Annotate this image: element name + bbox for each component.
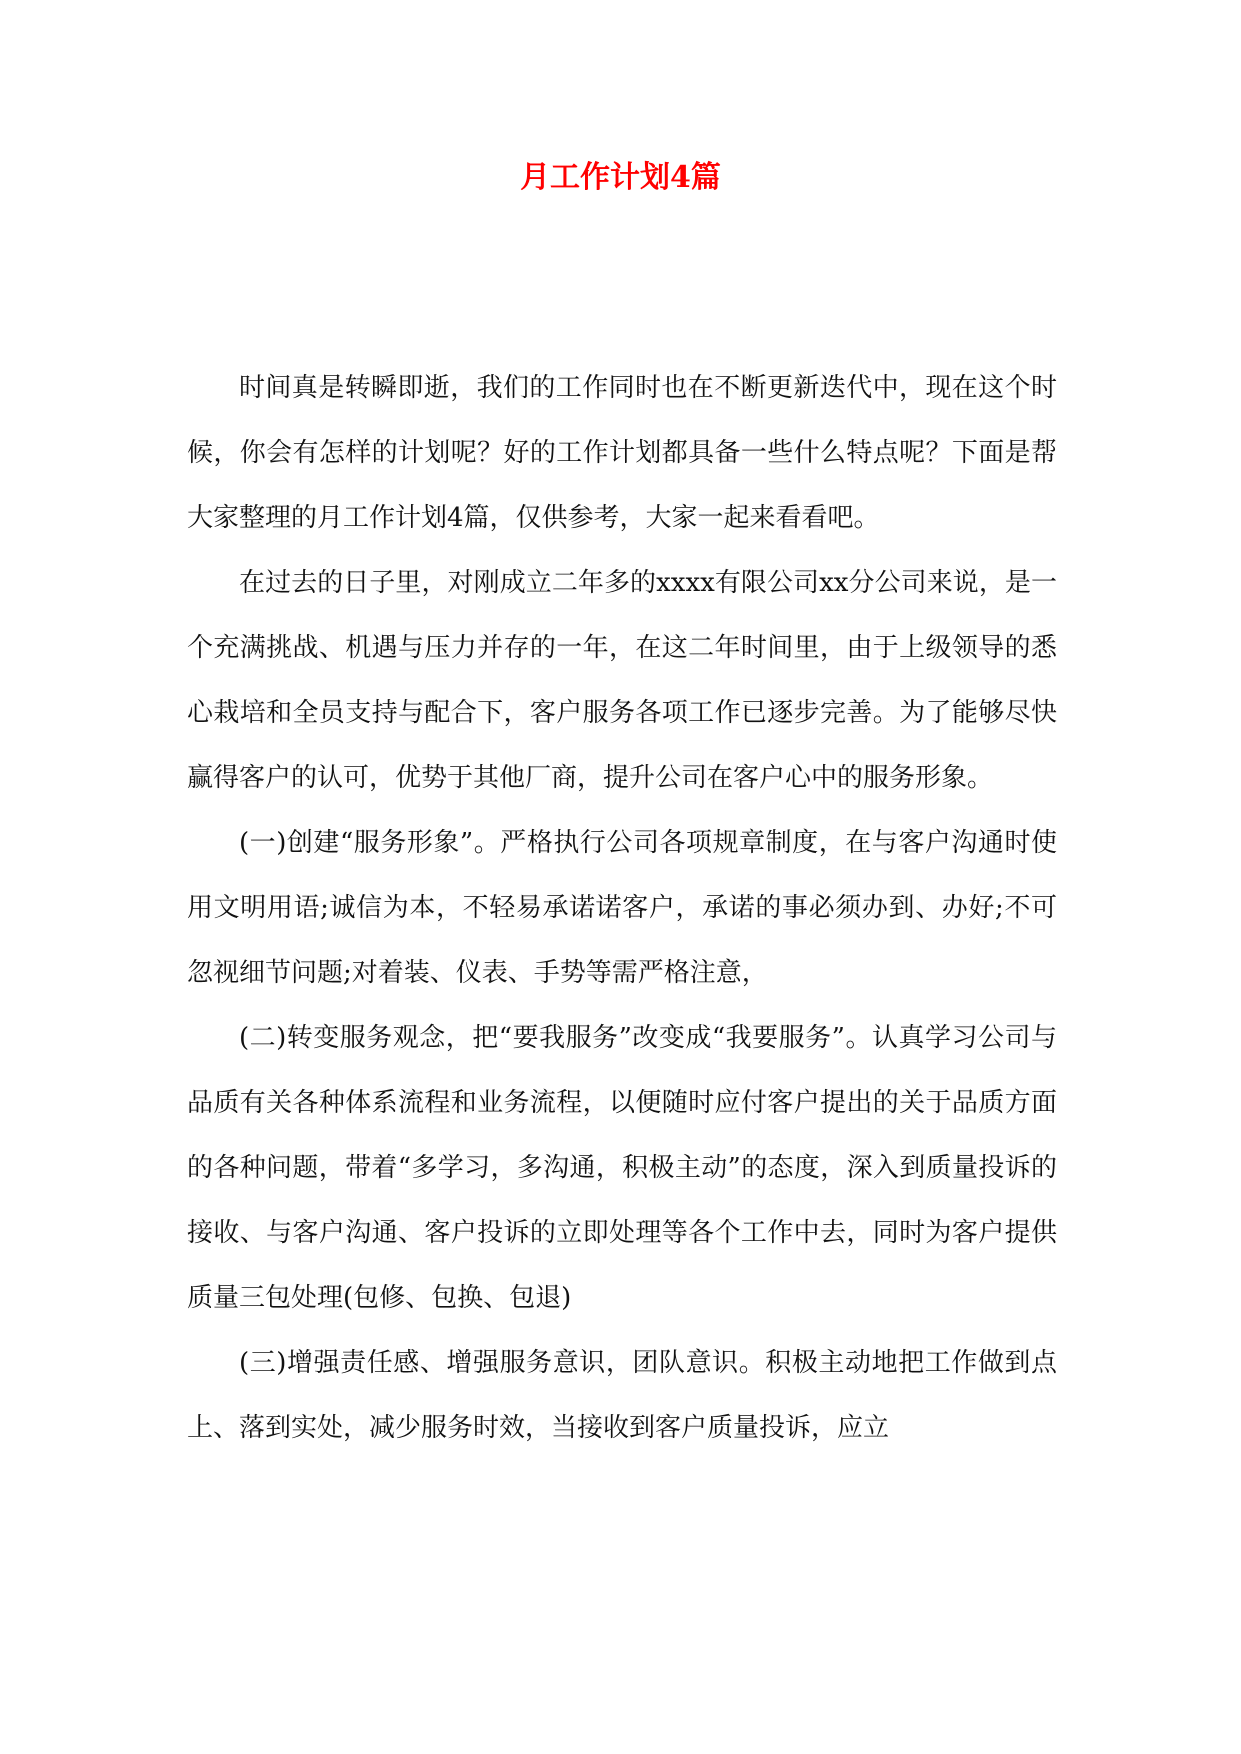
paragraph-background: 在过去的日子里，对刚成立二年多的xxxx有限公司xx分公司来说，是一个充满挑战、机遇与压力并存的一年，在这二年时间里，由于上级领导的悉心栽培和全员支持与配合下，客户服务各项工作已逐步完善。为了能够尽快赢得客户的认可，优势于其他厂商，提升公司在客户心中的服务形象。 [187,568,1057,793]
paragraph-item-3: (三)增强责任感、增强服务意识，团队意识。积极主动地把工作做到点上、落到实处，减少服务时效，当接收到客户质量投诉，应立 [187,1348,1057,1443]
paragraph-item-2: (二)转变服务观念，把“要我服务”改变成“我要服务”。认真学习公司与品质有关各种体系流程和业务流程，以便随时应付客户提出的关于品质方面的各种问题，带着“多学习，多沟通，积极主动”的态度，深入到质量投诉的接收、与客户沟通、客户投诉的立即处理等各个工作中去，同时为客户提供质量三包处理(包修、包换、包退) [187,1023,1057,1313]
document-title: 月工作计划4篇 [520,160,721,195]
document-body [187,356,1057,1461]
paragraph-item-1: (一)创建“服务形象”。严格执行公司各项规章制度，在与客户沟通时使用文明用语;诚信为本，不轻易承诺诺客户，承诺的事必须办到、办好;不可忽视细节问题;对着装、仪表、手势等需严格注意， [187,828,1057,988]
paragraph-intro: 时间真是转瞬即逝，我们的工作同时也在不断更新迭代中，现在这个时候，你会有怎样的计划呢？好的工作计划都具备一些什么特点呢？下面是帮大家整理的月工作计划4篇，仅供参考，大家一起来看看吧。 [187,373,1057,533]
